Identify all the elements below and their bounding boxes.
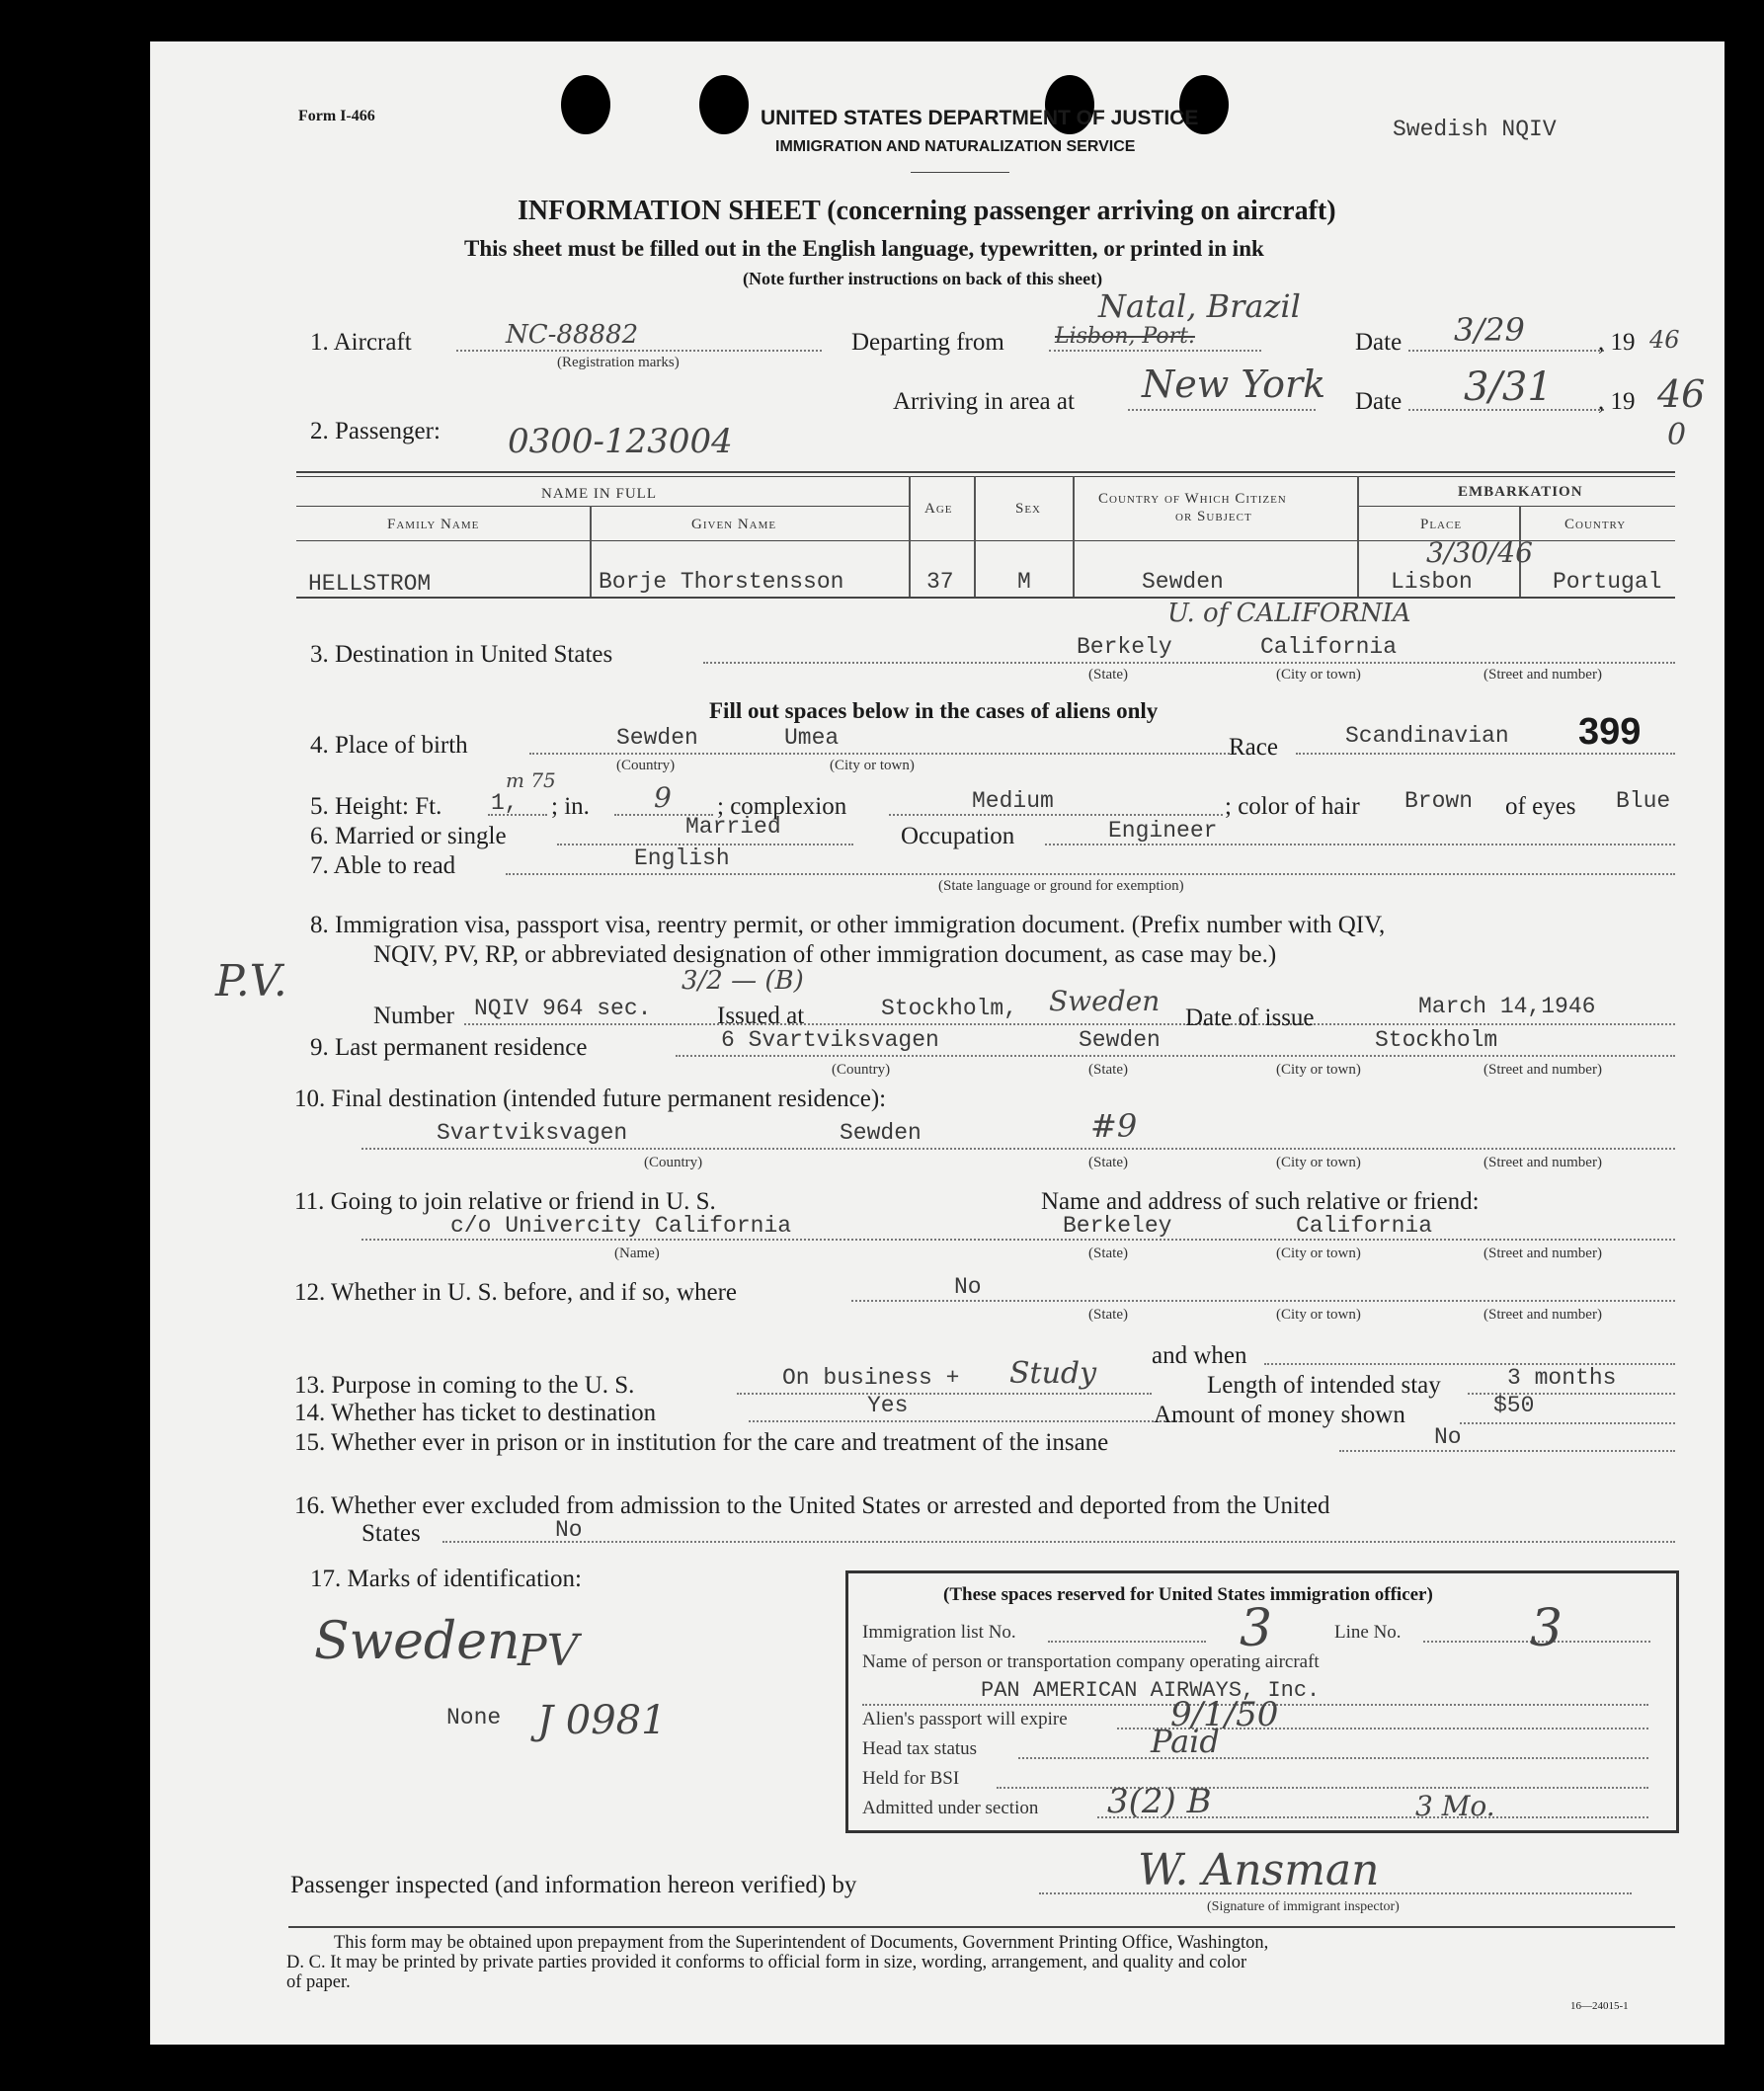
form-title: INFORMATION SHEET (concerning passenger arriving on aircraft) [518, 196, 1336, 226]
line-label: Line No. [1334, 1622, 1402, 1643]
aliens-heading: Fill out spaces below in the cases of aliens only [709, 698, 1159, 723]
footer-line-1: This form may be obtained upon prepayment from the Superintendent of Documents, Government Printing Office, Washington, [334, 1933, 1269, 1953]
admitted-value[interactable]: 3(2) B [1107, 1782, 1212, 1821]
join-name[interactable]: c/o Univercity California [450, 1213, 792, 1239]
occupation-line [1045, 844, 1675, 845]
sex-header: Sex [1015, 501, 1042, 517]
residence-caption: (Street and number) [1483, 1062, 1602, 1078]
officer-box [845, 1570, 1679, 1833]
departure-year[interactable]: 46 [1649, 326, 1680, 354]
footer-line-3: of paper. [286, 1972, 351, 1992]
residence-caption: (State) [1088, 1062, 1128, 1078]
money-label: Amount of money shown [1154, 1402, 1405, 1428]
citizen-header-2: or Subject [1175, 509, 1252, 524]
read-label: 7. Able to read [310, 852, 456, 879]
issued-hand: Sweden [1049, 985, 1161, 1017]
visa-number-label: Number [373, 1003, 454, 1029]
height-ft-annotation: m 75 [506, 768, 556, 792]
issued-label: Issued at [717, 1003, 805, 1029]
destination-line [703, 662, 1675, 664]
read-caption: (State language or ground for exemption) [938, 878, 1184, 894]
name-in-full-header: NAME IN FULL [541, 486, 657, 502]
read-value[interactable]: English [634, 845, 730, 871]
ticket-label: 14. Whether has ticket to destination [294, 1400, 657, 1426]
col-divider [1073, 476, 1075, 597]
destination-city[interactable]: California [1260, 634, 1398, 660]
residence-country[interactable]: Sewden [1079, 1027, 1161, 1053]
eyes-value[interactable]: Blue [1616, 788, 1671, 814]
punch-hole [699, 75, 749, 134]
height-ft[interactable]: 1, [491, 790, 519, 816]
eyes-label: of eyes [1505, 793, 1576, 820]
married-value[interactable]: Married [685, 814, 781, 840]
complexion-line [889, 814, 1223, 816]
age-header: Age [924, 501, 953, 517]
sex-cell[interactable]: M [1017, 569, 1031, 595]
final-v1[interactable]: Svartviksvagen [437, 1120, 628, 1146]
aircraft-line [456, 350, 822, 352]
given-name-cell[interactable]: Borje Thorstensson [599, 569, 844, 595]
tax-line [1018, 1757, 1648, 1759]
date-issue-label: Date of issue [1185, 1005, 1315, 1031]
departing-value[interactable]: Lisbon, Port. [1055, 324, 1195, 349]
race-code: 399 [1578, 711, 1642, 753]
country-cell[interactable]: Portugal [1553, 569, 1662, 595]
destination-annotation: U. of CALIFORNIA [1167, 599, 1411, 628]
col-divider [974, 476, 976, 597]
excluded-value[interactable]: No [555, 1517, 583, 1543]
operator-label: Name of person or transportation company operating aircraft [862, 1651, 1320, 1672]
before-caption: (State) [1088, 1307, 1128, 1323]
before-caption: (City or town) [1276, 1307, 1361, 1323]
prison-value[interactable]: No [1434, 1424, 1462, 1450]
complexion-label: ; complexion [717, 793, 847, 820]
marks-hand-3: J 0981 [537, 1698, 667, 1743]
passport-label: Alien's passport will expire [862, 1709, 1068, 1729]
operator-value[interactable]: PAN AMERICAN AIRWAYS, Inc. [981, 1678, 1321, 1703]
departing-annotation: Natal, Brazil [1098, 287, 1301, 325]
race-line [1296, 753, 1675, 755]
final-caption: (City or town) [1276, 1155, 1361, 1170]
age-cell[interactable]: 37 [926, 569, 954, 595]
occupation-value[interactable]: Engineer [1108, 818, 1218, 844]
inspector-signature: W. Ansman [1138, 1845, 1380, 1895]
state-caption: (State) [1088, 667, 1128, 683]
read-line [506, 873, 1675, 875]
purpose-line [737, 1393, 1152, 1395]
height-in-label: ; in. [551, 793, 590, 820]
residence-label: 9. Last permanent residence [310, 1034, 588, 1061]
family-name-cell[interactable]: HELLSTROM [308, 571, 432, 597]
issued-value[interactable]: Stockholm, [881, 996, 1018, 1021]
service-name: IMMIGRATION AND NATURALIZATION SERVICE [775, 138, 1136, 155]
married-label: 6. Married or single [310, 823, 507, 849]
table-top-rule-2 [296, 476, 1675, 477]
destination-label: 3. Destination in United States [310, 641, 613, 668]
col-divider [590, 506, 592, 597]
join-line [361, 1239, 1675, 1241]
passenger-label: 2. Passenger: [310, 418, 441, 444]
visa-section-note: 3/2 — (B) [682, 966, 804, 996]
embarkation-header: EMBARKATION [1458, 484, 1583, 500]
arriving-label: Arriving in area at [893, 388, 1075, 415]
residence-caption: (Country) [832, 1062, 891, 1078]
departing-label: Departing from [851, 329, 1004, 356]
form-note: (Note further instructions on back of this sheet) [743, 269, 1103, 288]
and-when-label: and when [1152, 1342, 1247, 1369]
join-caption: (State) [1088, 1246, 1128, 1261]
header-rule [911, 172, 1009, 173]
list-label: Immigration list No. [862, 1622, 1016, 1643]
arriving-line [1128, 409, 1316, 411]
final-caption: (Country) [644, 1155, 703, 1170]
purpose-hand: Study [1009, 1356, 1097, 1391]
purpose-label: 13. Purpose in coming to the U. S. [294, 1372, 635, 1399]
birth-label: 4. Place of birth [310, 732, 468, 759]
final-v3[interactable]: #9 [1090, 1107, 1138, 1145]
aircraft-label: 1. Aircraft [310, 329, 412, 356]
embark-date: 3/30/46 [1426, 536, 1533, 569]
before-line [851, 1300, 1675, 1302]
passenger-number[interactable]: 0300-123004 [508, 422, 733, 461]
street-caption: (Street and number) [1483, 667, 1602, 683]
year-mark: 0 [1667, 418, 1687, 452]
footer-code: 16—24015-1 [1570, 2000, 1629, 2012]
birth-city[interactable]: Umea [784, 725, 840, 751]
birth-country[interactable]: Sewden [616, 725, 698, 751]
embark-subheader-rule [1357, 506, 1675, 507]
height-ft-line [488, 814, 547, 816]
join-label: 11. Going to join relative or friend in U. S. [294, 1188, 716, 1215]
final-caption: (Street and number) [1483, 1155, 1602, 1170]
race-label: Race [1229, 734, 1278, 761]
final-destination-label: 10. Final destination (intended future permanent residence): [294, 1086, 887, 1112]
destination-state[interactable]: Berkely [1077, 634, 1172, 660]
col-divider [909, 476, 911, 597]
punch-hole [561, 75, 610, 134]
final-destination-line [361, 1148, 1675, 1150]
corner-stamp: Swedish NQIV [1393, 117, 1557, 142]
excluded-line [442, 1541, 1675, 1543]
city-caption: (City or town) [1276, 667, 1361, 683]
join-caption: (Name) [614, 1246, 660, 1261]
visa-margin-note: P.V. [215, 956, 287, 1006]
join-caption: (Street and number) [1483, 1246, 1602, 1261]
departure-date-line [1408, 350, 1604, 352]
join-name-label: Name and address of such relative or friend: [1041, 1188, 1480, 1215]
stay-label: Length of intended stay [1207, 1372, 1441, 1399]
citizen-header: Country of Which Citizen [1098, 491, 1287, 507]
excluded-label: 16. Whether ever excluded from admission to the United States or arrested and deported from the United [294, 1492, 1330, 1519]
birth-country-caption: (Country) [616, 758, 676, 773]
table-top-rule [296, 471, 1675, 473]
place-cell[interactable]: Lisbon [1391, 569, 1473, 595]
line-value[interactable]: 3 [1530, 1599, 1564, 1658]
marks-hand-1: Sweden [314, 1612, 521, 1671]
stay-value[interactable]: 3 months [1507, 1365, 1617, 1391]
arrival-date-label: Date [1355, 388, 1403, 415]
height-label: 5. Height: Ft. [310, 793, 442, 820]
registration-caption: (Registration marks) [557, 355, 680, 370]
form-number: Form I-466 [298, 108, 375, 124]
list-line [1048, 1641, 1206, 1643]
citizen-cell[interactable]: Sewden [1142, 569, 1224, 595]
table-bottom-rule [296, 597, 1675, 599]
inspected-caption: (Signature of immigrant inspector) [1207, 1899, 1400, 1914]
visa-label: 8. Immigration visa, passport visa, reentry permit, or other immigration document. (Prefix number with QIV, [310, 912, 1386, 938]
occupation-label: Occupation [901, 823, 1015, 849]
bsi-line [997, 1787, 1648, 1789]
bsi-label: Held for BSI [862, 1768, 960, 1789]
height-in[interactable]: 9 [654, 781, 672, 814]
given-name-header: Given Name [691, 517, 777, 532]
arriving-value[interactable]: New York [1142, 362, 1326, 406]
birth-city-caption: (City or town) [830, 758, 915, 773]
visa-number-line [464, 1023, 1675, 1025]
residence-street[interactable]: 6 Svartviksvagen [721, 1027, 939, 1053]
final-v2[interactable]: Sewden [840, 1120, 922, 1146]
footer-rule [288, 1926, 1675, 1928]
race-value[interactable]: Scandinavian [1345, 723, 1509, 749]
complexion-value[interactable]: Medium [972, 788, 1054, 814]
arrival-year-prefix: , 19 [1598, 388, 1636, 415]
prison-line [1339, 1450, 1675, 1452]
money-value[interactable]: $50 [1493, 1393, 1535, 1418]
excluded-label-2: States [361, 1520, 421, 1547]
prison-label: 15. Whether ever in prison or in institution for the care and treatment of the insane [294, 1429, 1109, 1456]
form-subtitle: This sheet must be filled out in the English language, typewritten, or printed in ink [464, 236, 1264, 261]
officer-heading: (These spaces reserved for United States immigration officer) [943, 1584, 1433, 1605]
before-value[interactable]: No [954, 1274, 982, 1300]
arrival-date-value[interactable]: 3/31 [1464, 364, 1553, 410]
departure-year-prefix: , 19 [1598, 329, 1636, 356]
place-header: Place [1420, 517, 1463, 532]
family-name-header: Family Name [387, 517, 480, 532]
residence-city[interactable]: Stockholm [1375, 1027, 1498, 1053]
departure-date-label: Date [1355, 329, 1403, 356]
ticket-line [749, 1420, 1177, 1422]
ticket-value[interactable]: Yes [867, 1393, 909, 1418]
footer-line-2: D. C. It may be printed by private parties provided it conforms to official form in size, wording, arrangement, and quality and color [286, 1953, 1247, 1972]
join-state[interactable]: Berkeley [1063, 1213, 1172, 1239]
residence-line [676, 1055, 1675, 1057]
marks-hand-2: PV [518, 1626, 579, 1676]
birth-line [529, 753, 1237, 755]
country-header: Country [1564, 517, 1627, 532]
admitted-label: Admitted under section [862, 1798, 1039, 1818]
visa-label-2: NQIV, PV, RP, or abbreviated designation of other immigration document, as case may be.) [373, 941, 1277, 968]
join-caption: (City or town) [1276, 1246, 1361, 1261]
name-subheader-rule [296, 506, 909, 507]
before-caption: (Street and number) [1483, 1307, 1602, 1323]
departure-date-value[interactable]: 3/29 [1454, 311, 1525, 349]
date-issue-value[interactable]: March 14,1946 [1418, 994, 1596, 1019]
marks-label: 17. Marks of identification: [310, 1566, 582, 1592]
before-label: 12. Whether in U. S. before, and if so, where [294, 1279, 738, 1306]
purpose-value[interactable]: On business + [782, 1365, 960, 1391]
aircraft-value[interactable]: NC-88882 [506, 320, 639, 350]
tax-label: Head tax status [862, 1738, 978, 1759]
hair-value[interactable]: Brown [1404, 788, 1474, 814]
hair-label: ; color of hair [1225, 793, 1360, 820]
arrival-year[interactable]: 46 [1657, 372, 1706, 416]
inspected-label: Passenger inspected (and information hereon verified) by [290, 1872, 857, 1898]
visa-number[interactable]: NQIV 964 sec. [474, 996, 652, 1021]
list-value[interactable]: 3 [1240, 1599, 1273, 1658]
tax-value[interactable]: Paid [1151, 1723, 1220, 1760]
admitted-term: 3 Mo. [1415, 1790, 1495, 1822]
col-divider [1357, 476, 1359, 597]
department-name: UNITED STATES DEPARTMENT OF JUSTICE [761, 107, 1199, 129]
departing-line [1049, 350, 1261, 352]
residence-caption: (City or town) [1276, 1062, 1361, 1078]
money-line [1460, 1422, 1675, 1424]
join-city[interactable]: California [1296, 1213, 1433, 1239]
form-page [150, 41, 1724, 2045]
final-caption: (State) [1088, 1155, 1128, 1170]
passport-value[interactable]: 9/1/50 [1170, 1695, 1279, 1734]
marks-value[interactable]: None [446, 1705, 502, 1730]
